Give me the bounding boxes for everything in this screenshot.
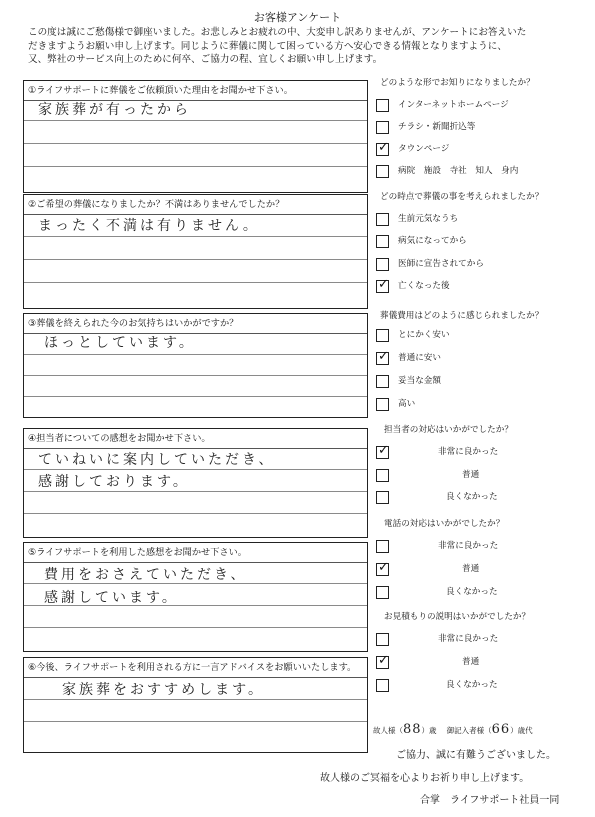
question-box-3 [23,313,368,418]
checkbox[interactable] [376,329,389,342]
option-label: 普通 [462,657,480,667]
thanks-text: ご協力、誠に有難うございました。 [396,750,556,761]
option-label: タウンページ [398,144,450,154]
question-box-4 [23,428,368,538]
deceased-age-label: 故人様（ [373,726,403,735]
option-label: 生前元気なうち [398,214,459,224]
question-label: ③葬儀を終えられた今のお気持ちはいかがですか？ [24,314,367,334]
checkbox[interactable] [376,375,389,388]
deceased-age-value: 88 [403,722,422,737]
checkbox[interactable] [376,586,389,599]
checkbox[interactable] [376,540,389,553]
checkbox[interactable] [376,277,389,293]
option-label: 非常に良かった [438,447,499,457]
side-question-heading: 担当者の対応はいかがでしたか？ [384,425,513,435]
age-row [373,718,533,737]
option-label: 病気になってから [398,236,467,246]
check-mark-icon: ✓ [378,349,389,364]
answer-text: ほっとしています。 [44,335,196,351]
answer-text: ていねいに案内していただき、 [38,452,276,468]
option-label: 良くなかった [446,492,498,502]
option-label: 普通 [462,564,480,574]
intro-text [28,26,573,67]
check-mark-icon: ✓ [378,443,389,458]
deceased-age-unit: ）歳 [421,726,437,735]
survey-title: お客様アンケート [253,11,342,24]
answer-text: 家族葬をおすすめします。 [62,682,266,698]
side-question-heading: 電話の対応はいかがでしたか？ [384,519,505,529]
checkbox[interactable] [376,633,389,646]
question-label: ②ご希望の葬儀になりましたか？不満はありませんでしたか？ [24,195,367,215]
intro-line: だきますようお願い申し上げます。同じように葬儀に関して困っている方へ安心できる情報となりますように、 [28,40,507,52]
answer-text: まったく不満は有りません。 [38,218,260,234]
option-label: 非常に良かった [438,541,499,551]
question-box-5 [23,542,368,652]
answer-text: 家族葬が有ったから [38,102,191,118]
answer-text: 感謝しております。 [38,474,190,490]
checkbox[interactable] [376,99,389,112]
checkbox[interactable] [376,140,389,156]
checkbox[interactable] [376,653,389,669]
option-label: 亡くなった後 [398,281,450,291]
option-label: 良くなかった [446,587,498,597]
checkbox[interactable] [376,235,389,248]
checkbox[interactable] [376,679,389,692]
checkbox[interactable] [376,165,389,178]
checkbox[interactable] [376,121,389,134]
option-label: チラシ・新聞折込等 [398,122,476,132]
checkbox[interactable] [376,491,389,504]
writer-age-value: 66 [491,722,511,737]
question-box-6 [23,657,368,753]
option-label: 非常に良かった [438,634,499,644]
option-label: 病院 施設 寺社 知人 身内 [398,166,519,176]
side-question-heading: どの時点で葬儀の事を考えられましたか？ [380,192,544,202]
checkbox[interactable] [376,398,389,411]
option-label: 医師に宣告されてから [398,259,484,269]
option-label: とにかく安い [398,330,450,340]
check-mark-icon: ✓ [378,140,389,155]
writer-age-label: 御記入者様（ [446,726,492,735]
checkbox[interactable] [376,258,389,271]
option-label: インターネットホームページ [398,100,509,110]
check-mark-icon: ✓ [378,277,389,292]
intro-line: この度は誠にご愁傷様で御座いました。お悲しみとお疲れの中、大変申し訳ありませんが、アンケートにお答えいた [28,27,527,38]
question-label: ⑤ライフサポートを利用した感想をお聞かせ下さい。 [24,543,367,563]
side-question-heading: お見積もりの説明はいかがでしたか？ [384,612,531,622]
option-label: 普通に安い [398,353,441,363]
signature-text: 合掌 ライフサポート社員一同 [420,795,560,806]
checkbox[interactable] [376,443,389,459]
writer-age-unit: ）歳代 [510,726,533,735]
option-label: 高い [398,399,416,409]
question-box-2 [23,194,368,309]
question-label: ④担当者についての感想をお聞かせ下さい。 [24,429,367,449]
condolence-text: 故人様のご冥福を心よりお祈り申し上げます。 [320,773,530,784]
answer-text: 費用をおさえていただき、 [44,567,248,583]
checkbox[interactable] [376,213,389,226]
checkbox[interactable] [376,469,389,482]
side-question-heading: 葬儀費用はどのように感じられましたか？ [380,311,544,321]
checkbox[interactable] [376,560,389,576]
check-mark-icon: ✓ [378,653,389,668]
checkbox[interactable] [376,349,389,365]
intro-line: 又、弊社のサービス向上のために何卒、ご協力の程、宜しくお願い申し上げます。 [28,54,383,65]
question-label: ⑥今後、ライフサポートを利用される方に一言アドバイスをお願いいたします。 [24,658,367,678]
question-box-1 [23,80,368,193]
option-label: 普通 [462,470,480,480]
check-mark-icon: ✓ [378,560,389,575]
option-label: 良くなかった [446,680,498,690]
side-question-heading: どのような形でお知りになりましたか？ [380,78,535,88]
option-label: 妥当な金額 [398,376,441,386]
question-label: ①ライフサポートに葬儀をご依頼頂いた理由をお聞かせ下さい。 [24,81,367,101]
answer-text: 感謝しています。 [44,590,179,606]
